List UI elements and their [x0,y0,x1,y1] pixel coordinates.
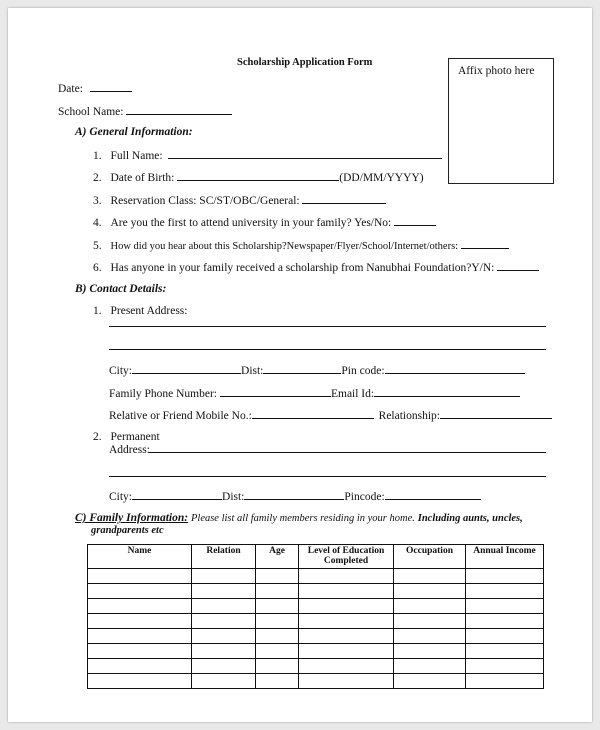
table-cell[interactable] [466,674,544,689]
relative-row[interactable] [109,408,552,422]
email-label: Email Id: [330,388,375,400]
table-cell[interactable] [466,659,544,674]
col-header-age: Age [256,545,299,569]
section-a-heading: A) General Information: [75,126,193,138]
pincode-label: Pincode: [344,491,385,503]
permanent-address-line-2[interactable] [109,476,546,477]
form-page [8,8,592,722]
col-header-education: Level of Education Completed [299,545,394,569]
table-cell[interactable] [394,569,466,584]
item-number: 4. [93,217,102,229]
family-table [87,544,544,689]
permanent-address-row[interactable] [109,444,150,456]
dob-blank[interactable] [177,170,339,181]
reservation-label: Reservation Class: SC/ST/OBC/General: [110,195,300,207]
table-cell[interactable] [394,659,466,674]
item-number: 5. [93,240,102,252]
table-cell[interactable] [88,614,192,629]
item-number: 2. [93,172,102,184]
item-full-name[interactable] [93,148,442,162]
first-university-blank[interactable] [394,215,436,226]
section-b-heading: B) Contact Details: [75,283,167,295]
relationship-label: Relationship: [378,410,440,422]
item-first-university[interactable] [93,215,436,229]
school-field[interactable] [58,104,232,118]
full-name-blank[interactable] [168,148,442,159]
table-cell[interactable] [88,584,192,599]
table-row[interactable] [88,644,544,659]
table-cell[interactable] [466,584,544,599]
dist-label: Dist: [222,491,245,503]
dob-label: Date of Birth: [110,172,175,184]
dist-blank[interactable] [244,489,344,500]
table-cell[interactable] [192,584,256,599]
date-field[interactable] [58,81,132,95]
table-row[interactable] [88,629,544,644]
table-cell[interactable] [88,599,192,614]
phone-email-row[interactable] [109,386,520,400]
table-cell[interactable] [88,644,192,659]
table-cell[interactable] [299,599,394,614]
dist-blank[interactable] [263,363,341,374]
table-cell[interactable] [88,569,192,584]
table-row[interactable] [88,584,544,599]
col-header-relation: Relation [192,545,256,569]
item-number: 6. [93,262,102,274]
photo-box [448,58,554,184]
section-c-heading: C) Family Information: [75,512,189,524]
item-number: 1. [93,305,102,317]
table-cell[interactable] [394,584,466,599]
item-hear-about[interactable] [93,238,509,252]
city-label: City: [109,491,133,503]
family-phone-label: Family Phone Number: [109,388,217,400]
section-c-emphasis: Including aunts, uncles, [417,513,523,524]
table-row[interactable] [88,569,544,584]
present-address-label: Present Address: [110,305,188,317]
city-label: City: [109,365,133,377]
table-cell[interactable] [256,599,299,614]
item-number: 1. [93,150,102,162]
relative-mobile-blank[interactable] [252,408,374,419]
reservation-blank[interactable] [302,193,386,204]
table-cell[interactable] [394,644,466,659]
table-cell[interactable] [466,644,544,659]
photo-box-label: Affix photo here [458,65,535,77]
table-cell[interactable] [299,569,394,584]
dist-label: Dist: [241,365,264,377]
item-reservation[interactable] [93,193,386,207]
hear-about-blank[interactable] [461,238,509,249]
table-cell[interactable] [88,674,192,689]
item-number: 2. [93,431,102,443]
date-blank[interactable] [90,81,132,92]
table-cell[interactable] [466,569,544,584]
table-cell[interactable] [256,659,299,674]
family-phone-blank[interactable] [220,386,331,397]
school-blank[interactable] [126,104,232,115]
table-cell[interactable] [192,644,256,659]
item-number: 3. [93,195,102,207]
present-address-line-2[interactable] [109,349,546,350]
family-table-header [88,545,544,569]
table-row[interactable] [88,614,544,629]
col-header-occupation: Occupation [394,545,466,569]
table-cell[interactable] [466,614,544,629]
table-cell[interactable] [256,569,299,584]
table-cell[interactable] [192,599,256,614]
section-c-heading-row [75,512,523,524]
table-row[interactable] [88,599,544,614]
form-title: Scholarship Application Form [237,57,373,68]
scholarship-received-label: Has anyone in your family received a scholarship from Nanubhai Foundation?Y/N: [110,262,495,274]
hear-about-label: How did you hear about this Scholarship?Newspaper/Flyer/School/Internet/others: [110,241,459,252]
scholarship-received-blank[interactable] [497,260,539,271]
section-c-emphasis-cont: grandparents etc [91,525,164,536]
city-blank[interactable] [132,363,241,374]
table-cell[interactable] [192,674,256,689]
present-address-label-row [93,305,187,317]
permanent-label: Permanent [110,431,160,443]
relative-mobile-label: Relative or Friend Mobile No.: [109,410,252,422]
table-cell[interactable] [256,644,299,659]
table-cell[interactable] [299,629,394,644]
table-cell[interactable] [192,614,256,629]
pin-blank[interactable] [385,363,525,374]
table-cell[interactable] [299,644,394,659]
table-cell[interactable] [394,599,466,614]
full-name-label: Full Name: [110,150,163,162]
email-blank[interactable] [374,386,520,397]
first-university-label: Are you the first to attend university in your family? Yes/No: [110,217,392,229]
table-cell[interactable] [299,674,394,689]
table-cell[interactable] [192,569,256,584]
city-blank[interactable] [132,489,222,500]
table-cell[interactable] [256,614,299,629]
pin-label: Pin code: [341,365,385,377]
item-scholarship-received[interactable] [93,260,539,274]
table-cell[interactable] [394,629,466,644]
permanent-address-line-1[interactable] [149,452,546,453]
table-cell[interactable] [466,629,544,644]
dob-format-hint: (DD/MM/YYYY) [339,172,424,184]
item-dob[interactable] [93,170,424,184]
table-cell[interactable] [299,614,394,629]
table-row[interactable] [88,674,544,689]
table-cell[interactable] [192,629,256,644]
table-cell[interactable] [299,659,394,674]
date-label: Date: [58,83,83,95]
table-cell[interactable] [88,629,192,644]
school-label: School Name: [58,106,124,118]
table-cell[interactable] [299,584,394,599]
permanent-city-row[interactable] [109,489,481,503]
table-cell[interactable] [256,584,299,599]
table-cell[interactable] [394,614,466,629]
table-cell[interactable] [256,674,299,689]
table-row[interactable] [88,659,544,674]
permanent-address-label: Address: [109,444,150,456]
permanent-address-label-row [93,431,160,443]
relationship-blank[interactable] [440,408,552,419]
present-city-row[interactable] [109,363,525,377]
present-address-line-1[interactable] [109,326,546,327]
table-cell[interactable] [466,599,544,614]
col-header-name: Name [88,545,192,569]
table-cell[interactable] [256,629,299,644]
section-c-instruction: Please list all family members residing in your home. [190,513,415,524]
table-cell[interactable] [192,659,256,674]
table-cell[interactable] [394,674,466,689]
col-header-income: Annual Income [466,545,544,569]
pincode-blank[interactable] [385,489,481,500]
table-cell[interactable] [88,659,192,674]
